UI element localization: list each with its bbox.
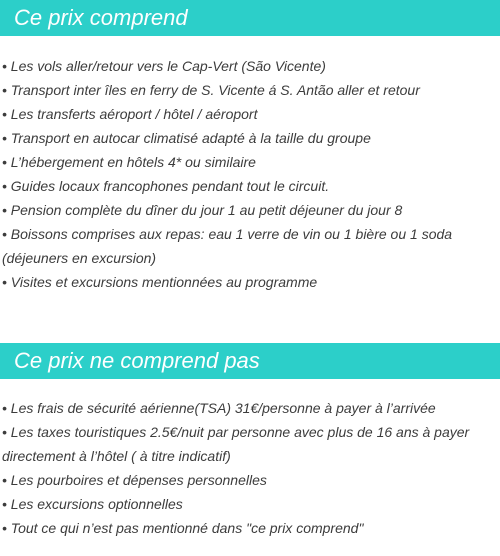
bullet: • (2, 472, 7, 488)
bullet: • (2, 274, 7, 290)
list-item (0, 420, 500, 468)
list-item (0, 222, 500, 270)
list-item (0, 468, 500, 492)
list-item (0, 78, 500, 102)
list-item (0, 174, 500, 198)
bullet: • (2, 202, 7, 218)
list-item-text: Guides locaux francophones pendant tout le circuit. (10, 178, 330, 194)
list-item (0, 492, 500, 516)
not-included-list (0, 396, 500, 540)
list-item (0, 198, 500, 222)
bullet: • (2, 400, 7, 416)
list-item-text: Les pourboires et dépenses personnelles (10, 472, 267, 488)
bullet: • (2, 82, 7, 98)
list-item (0, 102, 500, 126)
list-item-text: L’hébergement en hôtels 4* ou similaire (10, 154, 256, 170)
list-item-text: Visites et excursions mentionnées au programme (10, 274, 318, 290)
bullet: • (2, 58, 7, 74)
list-item-text: Pension complète du dîner du jour 1 au petit déjeuner du jour 8 (10, 202, 403, 218)
bullet: • (2, 424, 7, 440)
section-title-included: Ce prix comprend (0, 0, 500, 36)
bullet: • (2, 178, 7, 194)
list-item-text: Les vols aller/retour vers le Cap-Vert (São Vicente) (10, 58, 326, 74)
list-item-text: Les transferts aéroport / hôtel / aéroport (10, 106, 258, 122)
list-item-text: Transport en autocar climatisé adapté à la taille du groupe (10, 130, 371, 146)
included-list (0, 54, 500, 294)
list-item-text: Les excursions optionnelles (10, 496, 183, 512)
bullet: • (2, 520, 7, 536)
list-item (0, 270, 500, 294)
list-item-text: Transport inter îles en ferry de S. Vicente á S. Antão aller et retour (10, 82, 420, 98)
list-item (0, 126, 500, 150)
list-item (0, 516, 500, 540)
list-item (0, 396, 500, 420)
list-item-text: Tout ce qui n’est pas mentionné dans "ce prix comprend" (10, 520, 364, 536)
list-item (0, 150, 500, 174)
bullet: • (2, 106, 7, 122)
list-item (0, 54, 500, 78)
list-item-text: Les taxes touristiques 2.5€/nuit par personne avec plus de 16 ans à payer directement à l’hôtel ( à titre indicatif) (2, 424, 470, 464)
section-title-not-included: Ce prix ne comprend pas (0, 343, 500, 379)
list-item-text: Boissons comprises aux repas: eau 1 verre de vin ou 1 bière ou 1 soda (déjeuners en excursion) (2, 226, 453, 266)
bullet: • (2, 130, 7, 146)
bullet: • (2, 226, 7, 242)
bullet: • (2, 154, 7, 170)
bullet: • (2, 496, 7, 512)
list-item-text: Les frais de sécurité aérienne(TSA) 31€/personne à payer à l’arrivée (10, 400, 436, 416)
